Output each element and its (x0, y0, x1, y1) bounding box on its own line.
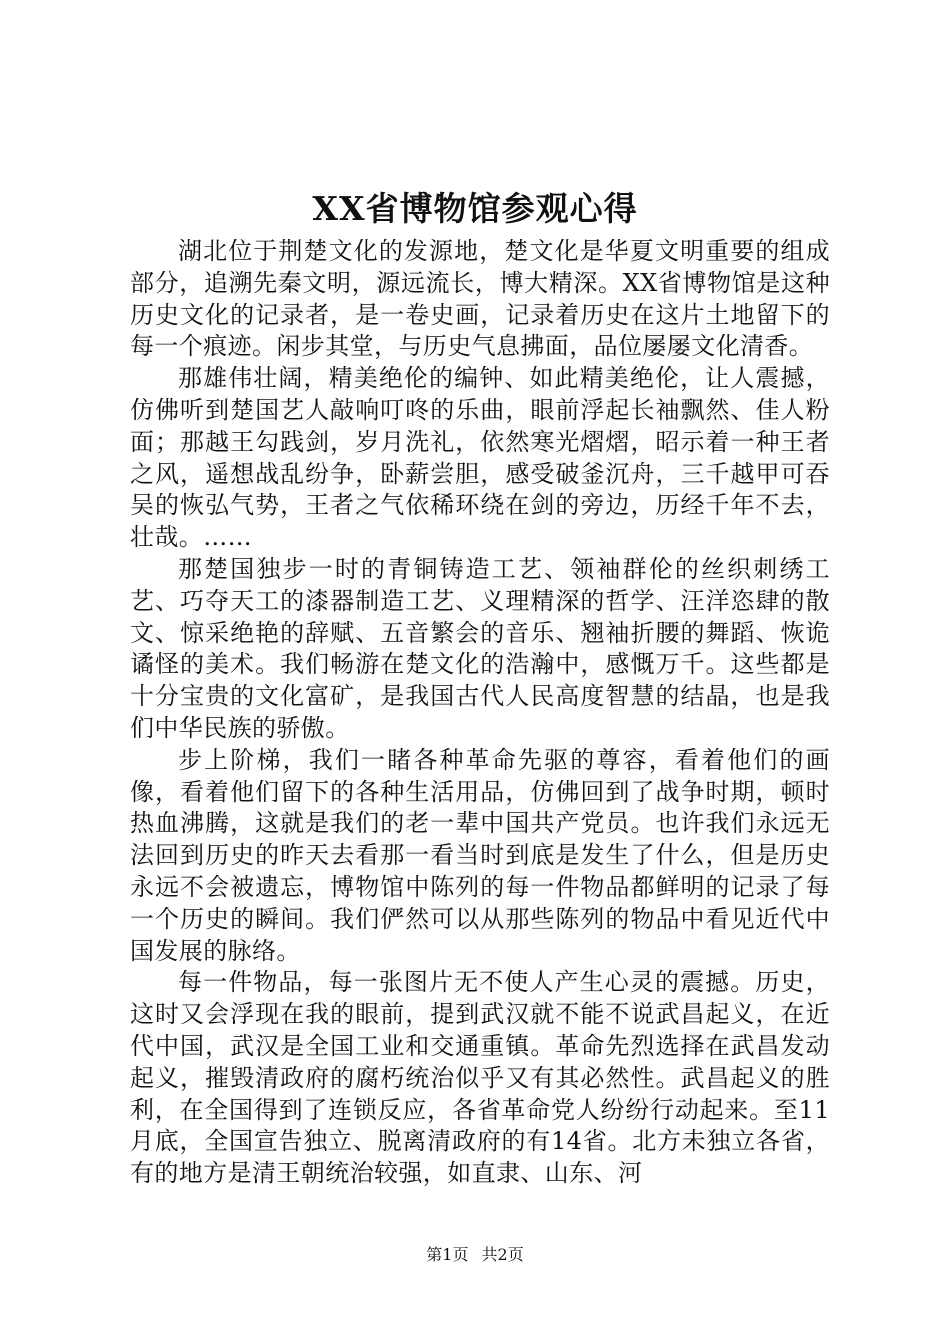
page-total: 共2页 (481, 1245, 524, 1264)
paragraph-1: 湖北位于荆楚文化的发源地，楚文化是华夏文明重要的组成部分，追溯先秦文明，源远流长，博大精深。XX省博物馆是这种历史文化的记录者，是一卷史画，记录着历史在这片土地留下的每一个痕迹。闲步其堂，与历史气息拂面，品位屡屡文化清香。 (130, 237, 830, 361)
document-body (130, 236, 830, 1190)
page-number: 第1页 (426, 1245, 469, 1264)
paragraph-4: 步上阶梯，我们一睹各种革命先驱的尊容，看着他们的画像，看着他们留下的各种生活用品，仿佛回到了战争时期，顿时热血沸腾，这就是我们的老一辈中国共产党员。也许我们永远无法回到历史的昨天去看那一看当时到底是发生了什么，但是历史永远不会被遗忘，博物馆中陈列的每一件物品都鲜明的记录了每一个历史的瞬间。我们俨然可以从那些陈列的物品中看见近代中国发展的脉络。 (130, 745, 830, 965)
page-footer (0, 1244, 950, 1266)
paragraph-2: 那雄伟壮阔，精美绝伦的编钟、如此精美绝伦，让人震撼，仿佛听到楚国艺人敲响叮咚的乐曲，眼前浮起长袖飘然、佳人粉面；那越王勾践剑，岁月洗礼，依然寒光熠熠，昭示着一种王者之风，遥想战乱纷争，卧薪尝胆，感受破釜沉舟，三千越甲可吞吴的恢弘气势，王者之气依稀环绕在剑的旁边，历经千年不去，壮哉。…… (130, 364, 830, 552)
paragraph-5: 每一件物品，每一张图片无不使人产生心灵的震撼。历史，这时又会浮现在我的眼前，提到武汉就不能不说武昌起义，在近代中国，武汉是全国工业和交通重镇。革命先烈选择在武昌发动起义，摧毁清政府的腐朽统治似乎又有其必然性。武昌起义的胜利，在全国得到了连锁反应，各省革命党人纷纷行动起来。至11月底，全国宣告独立、脱离清政府的有14省。北方未独立各省，有的地方是清王朝统治较强，如直隶、山东、河 (130, 968, 830, 1188)
paragraph-3: 那楚国独步一时的青铜铸造工艺、领袖群伦的丝织刺绣工艺、巧夺天工的漆器制造工艺、义理精深的哲学、汪洋恣肆的散文、惊采绝艳的辞赋、五音繁会的音乐、翘袖折腰的舞蹈、恢诡谲怪的美术。我们畅游在楚文化的浩瀚中，感慨万千。这些都是十分宝贵的文化富矿，是我国古代人民高度智慧的结晶，也是我们中华民族的骄傲。 (130, 554, 830, 742)
document-title: XX省博物馆参观心得 (312, 189, 638, 228)
